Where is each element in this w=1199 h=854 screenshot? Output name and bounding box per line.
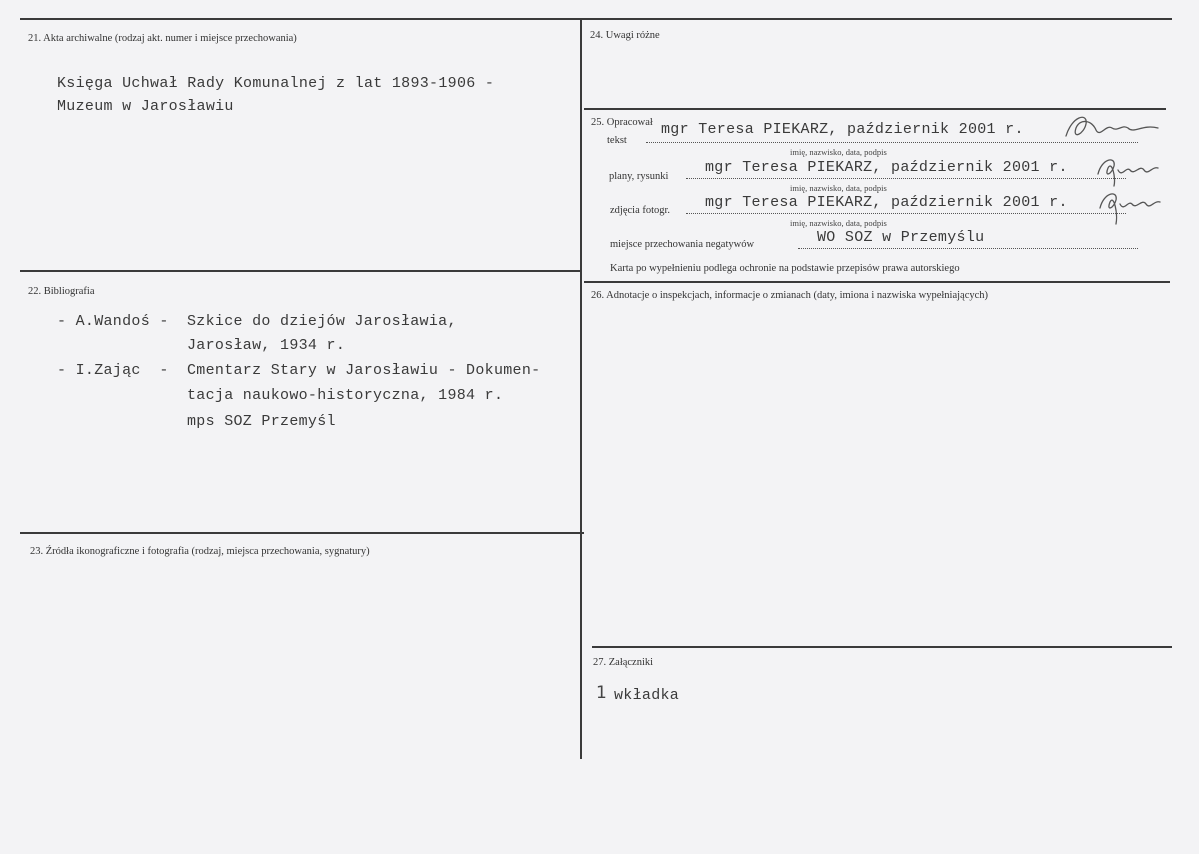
zdjecia-sub-caption: imię, nazwisko, data, podpis (790, 218, 887, 228)
bibliography-entry-1-line-2: Jarosław, 1934 r. (187, 337, 346, 354)
negatywy-dotted-line (798, 248, 1138, 249)
negatywy-label: miejsce przechowania negatywów (610, 239, 755, 250)
section-24-label: 24. Uwagi różne (590, 30, 660, 41)
zdjecia-value: mgr Teresa PIEKARZ, październik 2001 r. (705, 194, 1068, 211)
zdjecia-label: zdjęcia fotogr. (610, 205, 671, 216)
plany-label: plany, rysunki (609, 171, 669, 182)
signature-plany (1092, 152, 1162, 188)
section-26-label: 26. Adnotacje o inspekcjach, informacje o zmianach (daty, imiona i nazwiska wypełniających) (591, 290, 989, 301)
divider-22-23 (20, 532, 584, 534)
bibliography-author-2: - I.Zając - (57, 362, 169, 379)
archival-records-line-1: Księga Uchwał Rady Komunalnej z lat 1893-1906 - (57, 75, 495, 92)
plany-sub-caption: imię, nazwisko, data, podpis (790, 183, 887, 193)
section-22-label: 22. Bibliografia (28, 286, 95, 297)
attachment-count: 1 (596, 683, 607, 703)
zdjecia-dotted-line (686, 213, 1126, 214)
divider-21-22 (20, 270, 580, 272)
archival-records-line-2: Muzeum w Jarosławiu (57, 98, 234, 115)
signature-zdjecia (1094, 186, 1164, 226)
bibliography-entry-2-line-3: mps SOZ Przemyśl (187, 413, 336, 430)
bibliography-entry-2-line-1: Cmentarz Stary w Jarosławiu - Dokumen- (187, 362, 541, 379)
signature-tekst (1062, 110, 1162, 146)
tekst-label: tekst (607, 135, 627, 146)
section-25-label: 25. Opracował (591, 117, 653, 128)
plany-dotted-line (686, 178, 1126, 179)
section-27-label: 27. Załączniki (593, 657, 654, 668)
top-border (20, 18, 1172, 20)
bibliography-entry-2-line-2: tacja naukowo-historyczna, 1984 r. (187, 387, 504, 404)
bibliography-entry-1-line-1: Szkice do dziejów Jarosławia, (187, 313, 457, 330)
section-23-label: 23. Źródła ikonograficzne i fotografia (rodzaj, miejsca przechowania, sygnatury) (30, 546, 370, 557)
negatywy-value: WO SOZ w Przemyślu (817, 229, 985, 246)
tekst-value: mgr Teresa PIEKARZ, październik 2001 r. (661, 121, 1024, 138)
section-21-label: 21. Akta archiwalne (rodzaj akt. numer i miejsce przechowania) (28, 33, 297, 44)
center-divider (580, 19, 582, 759)
tekst-sub-caption: imię, nazwisko, data, podpis (790, 147, 887, 157)
copyright-note: Karta po wypełnieniu podlega ochronie na podstawie przepisów prawa autorskiego (610, 263, 960, 274)
plany-value: mgr Teresa PIEKARZ, październik 2001 r. (705, 159, 1068, 176)
bibliography-author-1: - A.Wandoś - (57, 313, 169, 330)
divider-25-26 (584, 281, 1170, 283)
attachment-value: wkładka (614, 687, 680, 704)
divider-26-27 (592, 646, 1172, 648)
